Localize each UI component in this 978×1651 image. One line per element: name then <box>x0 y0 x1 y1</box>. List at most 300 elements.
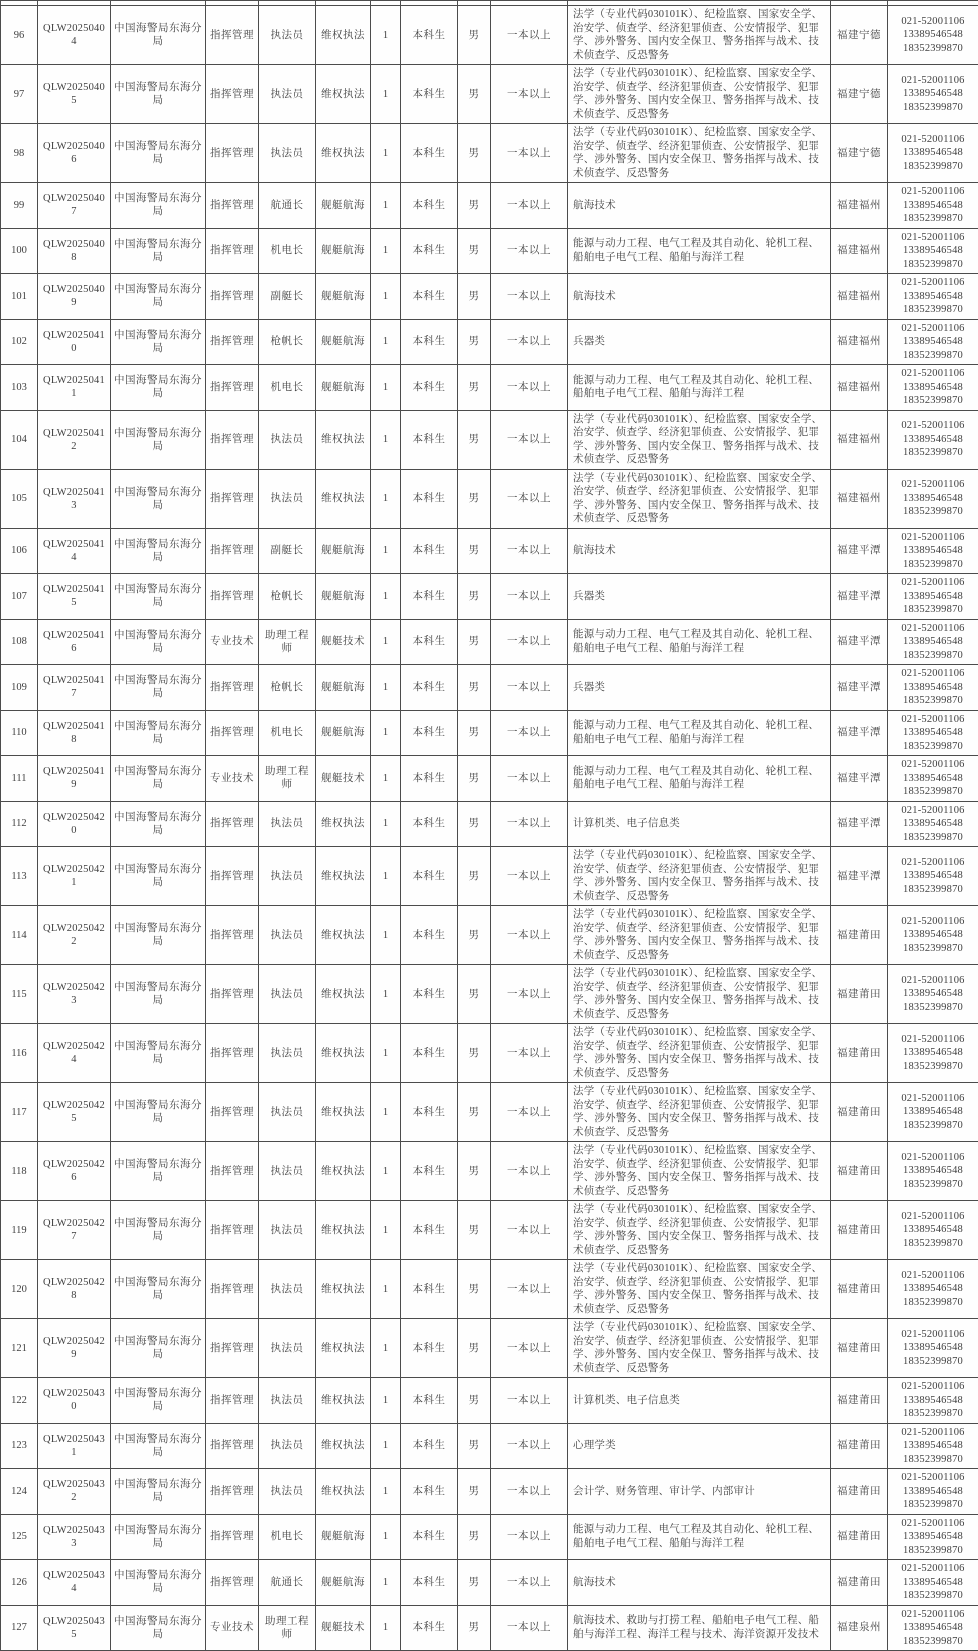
cell-row-number: 106 <box>1 528 38 574</box>
cell-majors: 兵器类 <box>568 574 831 620</box>
cell-row-number: 121 <box>1 1319 38 1378</box>
cell-gender: 男 <box>458 801 491 847</box>
phone-line: 18352399870 <box>889 212 977 226</box>
cell-position-code: QLW20250435 <box>38 1605 111 1651</box>
cell-majors: 能源与动力工程、电气工程及其自动化、轮机工程、船舶电子电气工程、船舶与海洋工程 <box>568 756 831 802</box>
cell-position-type: 舰艇航海 <box>316 1560 371 1606</box>
cell-row-number: 105 <box>1 469 38 528</box>
phone-line: 13389546548 <box>889 1223 977 1237</box>
cell-gender: 男 <box>458 124 491 183</box>
table-row <box>1 183 978 229</box>
cell-position-code: QLW20250429 <box>38 1319 111 1378</box>
cell-position-type: 维权执法 <box>316 1142 371 1201</box>
cell-school-tier: 一本以上 <box>491 1319 568 1378</box>
cell-majors: 航海技术 <box>568 528 831 574</box>
cell-majors: 航海技术 <box>568 274 831 320</box>
cell-row-number: 108 <box>1 619 38 665</box>
cell-position-category: 指挥管理 <box>206 1560 259 1606</box>
cell-position-title: 执法员 <box>259 1260 316 1319</box>
cell-position-type: 舰艇技术 <box>316 619 371 665</box>
phone-line: 18352399870 <box>889 1119 977 1133</box>
cell-position-code: QLW20250433 <box>38 1514 111 1560</box>
cell-gender: 男 <box>458 1319 491 1378</box>
cell-organization: 中国海警局东海分局 <box>111 365 206 411</box>
cell-position-title: 航通长 <box>259 183 316 229</box>
cell-organization: 中国海警局东海分局 <box>111 1469 206 1515</box>
cell-recruit-count: 1 <box>371 1260 401 1319</box>
phone-line: 18352399870 <box>889 42 977 56</box>
cell-education-level: 本科生 <box>401 410 458 469</box>
cell-gender: 男 <box>458 6 491 65</box>
phone-line: 13389546548 <box>889 1530 977 1544</box>
cell-organization: 中国海警局东海分局 <box>111 801 206 847</box>
cell-position-category: 指挥管理 <box>206 1260 259 1319</box>
cell-gender: 男 <box>458 528 491 574</box>
cell-work-location: 福建福州 <box>831 183 888 229</box>
cell-position-title: 执法员 <box>259 469 316 528</box>
cell-school-tier: 一本以上 <box>491 574 568 620</box>
phone-line: 18352399870 <box>889 649 977 663</box>
phone-line: 18352399870 <box>889 505 977 519</box>
phone-line: 18352399870 <box>889 785 977 799</box>
phone-line: 13389546548 <box>889 544 977 558</box>
cell-position-title: 枪帆长 <box>259 665 316 711</box>
phone-line: 18352399870 <box>889 942 977 956</box>
phone-line: 18352399870 <box>889 1060 977 1074</box>
cell-majors: 法学（专业代码030101K）、纪检监察、国家安全学、治安学、侦查学、经济犯罪侦查、公安情报学、犯罪学、涉外警务、国内安全保卫、警务指挥与战术、技术侦查学、反恐警务 <box>568 124 831 183</box>
cell-education-level: 本科生 <box>401 6 458 65</box>
cell-organization: 中国海警局东海分局 <box>111 1201 206 1260</box>
cell-position-title: 助理工程师 <box>259 619 316 665</box>
cell-majors: 法学（专业代码030101K）、纪检监察、国家安全学、治安学、侦查学、经济犯罪侦查、公安情报学、犯罪学、涉外警务、国内安全保卫、警务指挥与战术、技术侦查学、反恐警务 <box>568 1142 831 1201</box>
cell-work-location: 福建莆田 <box>831 906 888 965</box>
phone-line: 021-52001106 <box>889 1426 977 1440</box>
phone-line: 021-52001106 <box>889 133 977 147</box>
cell-school-tier: 一本以上 <box>491 183 568 229</box>
cell-organization: 中国海警局东海分局 <box>111 619 206 665</box>
cell-contact-phone <box>888 1605 978 1651</box>
cell-organization: 中国海警局东海分局 <box>111 906 206 965</box>
cell-majors: 法学（专业代码030101K）、纪检监察、国家安全学、治安学、侦查学、经济犯罪侦查、公安情报学、犯罪学、涉外警务、国内安全保卫、警务指挥与战术、技术侦查学、反恐警务 <box>568 1024 831 1083</box>
cell-education-level: 本科生 <box>401 1142 458 1201</box>
cell-education-level: 本科生 <box>401 847 458 906</box>
cell-contact-phone <box>888 528 978 574</box>
phone-line: 18352399870 <box>889 303 977 317</box>
cell-contact-phone <box>888 1083 978 1142</box>
phone-line: 13389546548 <box>889 1621 977 1635</box>
cell-position-code: QLW20250408 <box>38 228 111 274</box>
cell-position-category: 指挥管理 <box>206 1024 259 1083</box>
cell-position-title: 航通长 <box>259 1560 316 1606</box>
phone-line: 021-52001106 <box>889 322 977 336</box>
cell-recruit-count: 1 <box>371 710 401 756</box>
phone-line: 021-52001106 <box>889 576 977 590</box>
cell-contact-phone <box>888 1024 978 1083</box>
cell-school-tier: 一本以上 <box>491 1260 568 1319</box>
cell-organization: 中国海警局东海分局 <box>111 1605 206 1651</box>
phone-line: 13389546548 <box>889 726 977 740</box>
cell-majors: 法学（专业代码030101K）、纪检监察、国家安全学、治安学、侦查学、经济犯罪侦查、公安情报学、犯罪学、涉外警务、国内安全保卫、警务指挥与战术、技术侦查学、反恐警务 <box>568 65 831 124</box>
phone-line: 13389546548 <box>889 381 977 395</box>
phone-line: 021-52001106 <box>889 231 977 245</box>
phone-line: 18352399870 <box>889 883 977 897</box>
cell-position-category: 专业技术 <box>206 1605 259 1651</box>
cell-row-number: 111 <box>1 756 38 802</box>
cell-gender: 男 <box>458 274 491 320</box>
cell-work-location: 福建宁德 <box>831 124 888 183</box>
cell-position-category: 指挥管理 <box>206 183 259 229</box>
cell-education-level: 本科生 <box>401 274 458 320</box>
cell-majors: 会计学、财务管理、审计学、内部审计 <box>568 1469 831 1515</box>
cell-majors: 法学（专业代码030101K）、纪检监察、国家安全学、治安学、侦查学、经济犯罪侦查、公安情报学、犯罪学、涉外警务、国内安全保卫、警务指挥与战术、技术侦查学、反恐警务 <box>568 410 831 469</box>
cell-majors: 能源与动力工程、电气工程及其自动化、轮机工程、船舶电子电气工程、船舶与海洋工程 <box>568 619 831 665</box>
table-row <box>1 1083 978 1142</box>
cell-position-type: 维权执法 <box>316 801 371 847</box>
cell-contact-phone <box>888 710 978 756</box>
phone-line: 13389546548 <box>889 28 977 42</box>
cell-position-code: QLW20250415 <box>38 574 111 620</box>
phone-line: 021-52001106 <box>889 915 977 929</box>
phone-line: 13389546548 <box>889 681 977 695</box>
cell-position-title: 助理工程师 <box>259 756 316 802</box>
cell-contact-phone <box>888 183 978 229</box>
cell-organization: 中国海警局东海分局 <box>111 965 206 1024</box>
cell-majors: 航海技术、救助与打捞工程、船舶电子电气工程、船舶与海洋工程、海洋工程与技术、海洋资源开发技术 <box>568 1605 831 1651</box>
recruitment-table-body <box>1 1 978 1651</box>
phone-line: 021-52001106 <box>889 531 977 545</box>
cell-position-code: QLW20250411 <box>38 365 111 411</box>
cell-recruit-count: 1 <box>371 1201 401 1260</box>
phone-line: 13389546548 <box>889 635 977 649</box>
cell-majors: 航海技术 <box>568 1560 831 1606</box>
cell-position-type: 舰艇航海 <box>316 365 371 411</box>
table-row <box>1 1469 978 1515</box>
phone-line: 021-52001106 <box>889 667 977 681</box>
cell-recruit-count: 1 <box>371 65 401 124</box>
cell-row-number: 113 <box>1 847 38 906</box>
phone-line: 13389546548 <box>889 244 977 258</box>
cell-position-code: QLW20250414 <box>38 528 111 574</box>
cell-recruit-count: 1 <box>371 847 401 906</box>
cell-recruit-count: 1 <box>371 124 401 183</box>
cell-organization: 中国海警局东海分局 <box>111 410 206 469</box>
cell-position-category: 指挥管理 <box>206 274 259 320</box>
phone-line: 021-52001106 <box>889 74 977 88</box>
cell-school-tier: 一本以上 <box>491 847 568 906</box>
cell-position-code: QLW20250421 <box>38 847 111 906</box>
phone-line: 18352399870 <box>889 558 977 572</box>
phone-line: 021-52001106 <box>889 856 977 870</box>
phone-line: 021-52001106 <box>889 1380 977 1394</box>
cell-gender: 男 <box>458 1605 491 1651</box>
cell-position-title: 执法员 <box>259 965 316 1024</box>
phone-line: 18352399870 <box>889 394 977 408</box>
table-row <box>1 847 978 906</box>
cell-position-title: 执法员 <box>259 65 316 124</box>
cell-organization: 中国海警局东海分局 <box>111 1260 206 1319</box>
cell-work-location: 福建莆田 <box>831 1469 888 1515</box>
cell-position-code: QLW20250434 <box>38 1560 111 1606</box>
cell-gender: 男 <box>458 410 491 469</box>
cell-education-level: 本科生 <box>401 906 458 965</box>
cell-education-level: 本科生 <box>401 1514 458 1560</box>
cell-education-level: 本科生 <box>401 1560 458 1606</box>
cell-recruit-count: 1 <box>371 906 401 965</box>
cell-row-number: 127 <box>1 1605 38 1651</box>
phone-line: 18352399870 <box>889 1544 977 1558</box>
cell-work-location: 福建莆田 <box>831 1514 888 1560</box>
cell-education-level: 本科生 <box>401 965 458 1024</box>
cell-recruit-count: 1 <box>371 801 401 847</box>
cell-gender: 男 <box>458 228 491 274</box>
phone-line: 021-52001106 <box>889 1562 977 1576</box>
cell-position-type: 维权执法 <box>316 65 371 124</box>
cell-work-location: 福建平潭 <box>831 528 888 574</box>
phone-line: 021-52001106 <box>889 15 977 29</box>
cell-school-tier: 一本以上 <box>491 1605 568 1651</box>
phone-line: 021-52001106 <box>889 419 977 433</box>
cell-gender: 男 <box>458 1560 491 1606</box>
cell-position-title: 执法员 <box>259 1378 316 1424</box>
table-row <box>1 1423 978 1469</box>
cell-recruit-count: 1 <box>371 319 401 365</box>
table-row <box>1 1514 978 1560</box>
cell-school-tier: 一本以上 <box>491 319 568 365</box>
cell-row-number: 126 <box>1 1560 38 1606</box>
cell-row-number: 107 <box>1 574 38 620</box>
cell-row-number: 98 <box>1 124 38 183</box>
cell-education-level: 本科生 <box>401 801 458 847</box>
cell-contact-phone <box>888 1142 978 1201</box>
cell-gender: 男 <box>458 574 491 620</box>
cell-position-code: QLW20250424 <box>38 1024 111 1083</box>
cell-majors: 法学（专业代码030101K）、纪检监察、国家安全学、治安学、侦查学、经济犯罪侦查、公安情报学、犯罪学、涉外警务、国内安全保卫、警务指挥与战术、技术侦查学、反恐警务 <box>568 1260 831 1319</box>
cell-gender: 男 <box>458 469 491 528</box>
cell-position-type: 维权执法 <box>316 410 371 469</box>
cell-organization: 中国海警局东海分局 <box>111 124 206 183</box>
phone-line: 18352399870 <box>889 1589 977 1603</box>
cell-position-type: 舰艇航海 <box>316 574 371 620</box>
cell-education-level: 本科生 <box>401 1469 458 1515</box>
cell-position-title: 执法员 <box>259 1469 316 1515</box>
phone-line: 021-52001106 <box>889 1608 977 1622</box>
cell-position-title: 执法员 <box>259 801 316 847</box>
cell-organization: 中国海警局东海分局 <box>111 1560 206 1606</box>
cell-education-level: 本科生 <box>401 1201 458 1260</box>
cell-school-tier: 一本以上 <box>491 1201 568 1260</box>
cell-position-code: QLW20250413 <box>38 469 111 528</box>
cell-row-number: 104 <box>1 410 38 469</box>
cell-school-tier: 一本以上 <box>491 6 568 65</box>
cell-school-tier: 一本以上 <box>491 1024 568 1083</box>
table-row <box>1 469 978 528</box>
table-row <box>1 274 978 320</box>
cell-recruit-count: 1 <box>371 1514 401 1560</box>
cell-work-location: 福建平潭 <box>831 847 888 906</box>
cell-school-tier: 一本以上 <box>491 710 568 756</box>
cell-recruit-count: 1 <box>371 1319 401 1378</box>
cell-gender: 男 <box>458 847 491 906</box>
phone-line: 13389546548 <box>889 87 977 101</box>
cell-school-tier: 一本以上 <box>491 906 568 965</box>
cell-position-code: QLW20250428 <box>38 1260 111 1319</box>
cell-gender: 男 <box>458 183 491 229</box>
cell-gender: 男 <box>458 619 491 665</box>
cell-school-tier: 一本以上 <box>491 365 568 411</box>
phone-line: 18352399870 <box>889 1635 977 1649</box>
cell-position-category: 指挥管理 <box>206 528 259 574</box>
cell-gender: 男 <box>458 65 491 124</box>
cell-position-category: 指挥管理 <box>206 65 259 124</box>
cell-recruit-count: 1 <box>371 1605 401 1651</box>
cell-organization: 中国海警局东海分局 <box>111 847 206 906</box>
cell-position-category: 专业技术 <box>206 756 259 802</box>
cell-recruit-count: 1 <box>371 365 401 411</box>
cell-work-location: 福建泉州 <box>831 1605 888 1651</box>
cell-gender: 男 <box>458 906 491 965</box>
phone-line: 021-52001106 <box>889 804 977 818</box>
cell-work-location: 福建平潭 <box>831 619 888 665</box>
cell-position-type: 维权执法 <box>316 469 371 528</box>
cell-contact-phone <box>888 665 978 711</box>
cell-work-location: 福建福州 <box>831 228 888 274</box>
cell-recruit-count: 1 <box>371 574 401 620</box>
table-row <box>1 528 978 574</box>
phone-line: 13389546548 <box>889 987 977 1001</box>
cell-education-level: 本科生 <box>401 1319 458 1378</box>
cell-recruit-count: 1 <box>371 1560 401 1606</box>
cell-work-location: 福建平潭 <box>831 801 888 847</box>
cell-position-title: 副艇长 <box>259 528 316 574</box>
cell-position-title: 机电长 <box>259 365 316 411</box>
phone-line: 18352399870 <box>889 101 977 115</box>
cell-position-category: 指挥管理 <box>206 1083 259 1142</box>
cell-position-category: 指挥管理 <box>206 1514 259 1560</box>
phone-line: 13389546548 <box>889 817 977 831</box>
cell-position-title: 执法员 <box>259 906 316 965</box>
cell-education-level: 本科生 <box>401 665 458 711</box>
phone-line: 021-52001106 <box>889 1151 977 1165</box>
cell-contact-phone <box>888 124 978 183</box>
phone-line: 13389546548 <box>889 1341 977 1355</box>
cell-majors: 法学（专业代码030101K）、纪检监察、国家安全学、治安学、侦查学、经济犯罪侦查、公安情报学、犯罪学、涉外警务、国内安全保卫、警务指挥与战术、技术侦查学、反恐警务 <box>568 6 831 65</box>
table-row <box>1 65 978 124</box>
cell-organization: 中国海警局东海分局 <box>111 1024 206 1083</box>
cell-position-title: 机电长 <box>259 710 316 756</box>
phone-line: 18352399870 <box>889 1001 977 1015</box>
cell-school-tier: 一本以上 <box>491 1560 568 1606</box>
table-row <box>1 756 978 802</box>
cell-education-level: 本科生 <box>401 469 458 528</box>
cell-contact-phone <box>888 619 978 665</box>
cell-position-type: 舰艇技术 <box>316 1605 371 1651</box>
phone-line: 021-52001106 <box>889 478 977 492</box>
cell-position-code: QLW20250412 <box>38 410 111 469</box>
table-row <box>1 6 978 65</box>
cell-organization: 中国海警局东海分局 <box>111 1378 206 1424</box>
cell-majors: 法学（专业代码030101K）、纪检监察、国家安全学、治安学、侦查学、经济犯罪侦查、公安情报学、犯罪学、涉外警务、国内安全保卫、警务指挥与战术、技术侦查学、反恐警务 <box>568 469 831 528</box>
cell-organization: 中国海警局东海分局 <box>111 528 206 574</box>
cell-position-title: 执法员 <box>259 1319 316 1378</box>
cell-position-code: QLW20250430 <box>38 1378 111 1424</box>
cell-school-tier: 一本以上 <box>491 228 568 274</box>
cell-position-code: QLW20250419 <box>38 756 111 802</box>
cell-work-location: 福建福州 <box>831 274 888 320</box>
cell-organization: 中国海警局东海分局 <box>111 1423 206 1469</box>
table-row <box>1 410 978 469</box>
cell-organization: 中国海警局东海分局 <box>111 319 206 365</box>
cell-position-category: 指挥管理 <box>206 801 259 847</box>
cell-position-title: 助理工程师 <box>259 1605 316 1651</box>
cell-row-number: 103 <box>1 365 38 411</box>
cell-row-number: 112 <box>1 801 38 847</box>
cell-position-code: QLW20250406 <box>38 124 111 183</box>
cell-position-type: 舰艇航海 <box>316 528 371 574</box>
cell-position-category: 指挥管理 <box>206 469 259 528</box>
cell-recruit-count: 1 <box>371 965 401 1024</box>
cell-education-level: 本科生 <box>401 710 458 756</box>
cell-position-category: 指挥管理 <box>206 124 259 183</box>
phone-line: 18352399870 <box>889 831 977 845</box>
phone-line: 021-52001106 <box>889 185 977 199</box>
cell-school-tier: 一本以上 <box>491 274 568 320</box>
table-row <box>1 906 978 965</box>
cell-position-type: 维权执法 <box>316 1260 371 1319</box>
cell-school-tier: 一本以上 <box>491 756 568 802</box>
cell-row-number: 118 <box>1 1142 38 1201</box>
cell-majors: 法学（专业代码030101K）、纪检监察、国家安全学、治安学、侦查学、经济犯罪侦查、公安情报学、犯罪学、涉外警务、国内安全保卫、警务指挥与战术、技术侦查学、反恐警务 <box>568 1083 831 1142</box>
phone-line: 18352399870 <box>889 1498 977 1512</box>
cell-position-type: 维权执法 <box>316 1423 371 1469</box>
cell-position-code: QLW20250417 <box>38 665 111 711</box>
cell-position-category: 指挥管理 <box>206 1423 259 1469</box>
phone-line: 021-52001106 <box>889 713 977 727</box>
cell-position-type: 维权执法 <box>316 847 371 906</box>
cell-position-code: QLW20250422 <box>38 906 111 965</box>
table-row <box>1 1024 978 1083</box>
cell-contact-phone <box>888 274 978 320</box>
cell-majors: 兵器类 <box>568 665 831 711</box>
cell-education-level: 本科生 <box>401 1605 458 1651</box>
cell-contact-phone <box>888 1514 978 1560</box>
cell-contact-phone <box>888 906 978 965</box>
cell-organization: 中国海警局东海分局 <box>111 228 206 274</box>
phone-line: 13389546548 <box>889 1105 977 1119</box>
phone-line: 18352399870 <box>889 1237 977 1251</box>
cell-organization: 中国海警局东海分局 <box>111 183 206 229</box>
cell-position-type: 舰艇航海 <box>316 228 371 274</box>
table-row <box>1 1142 978 1201</box>
cell-gender: 男 <box>458 365 491 411</box>
cell-work-location: 福建平潭 <box>831 756 888 802</box>
cell-recruit-count: 1 <box>371 469 401 528</box>
cell-organization: 中国海警局东海分局 <box>111 274 206 320</box>
phone-line: 13389546548 <box>889 1046 977 1060</box>
cell-position-type: 维权执法 <box>316 1378 371 1424</box>
cell-position-type: 舰艇技术 <box>316 756 371 802</box>
cell-position-category: 指挥管理 <box>206 6 259 65</box>
phone-line: 18352399870 <box>889 349 977 363</box>
cell-recruit-count: 1 <box>371 228 401 274</box>
table-row <box>1 619 978 665</box>
cell-row-number: 120 <box>1 1260 38 1319</box>
cell-gender: 男 <box>458 1142 491 1201</box>
cell-recruit-count: 1 <box>371 665 401 711</box>
cell-position-code: QLW20250420 <box>38 801 111 847</box>
cell-row-number: 117 <box>1 1083 38 1142</box>
cell-position-code: QLW20250432 <box>38 1469 111 1515</box>
phone-line: 13389546548 <box>889 772 977 786</box>
